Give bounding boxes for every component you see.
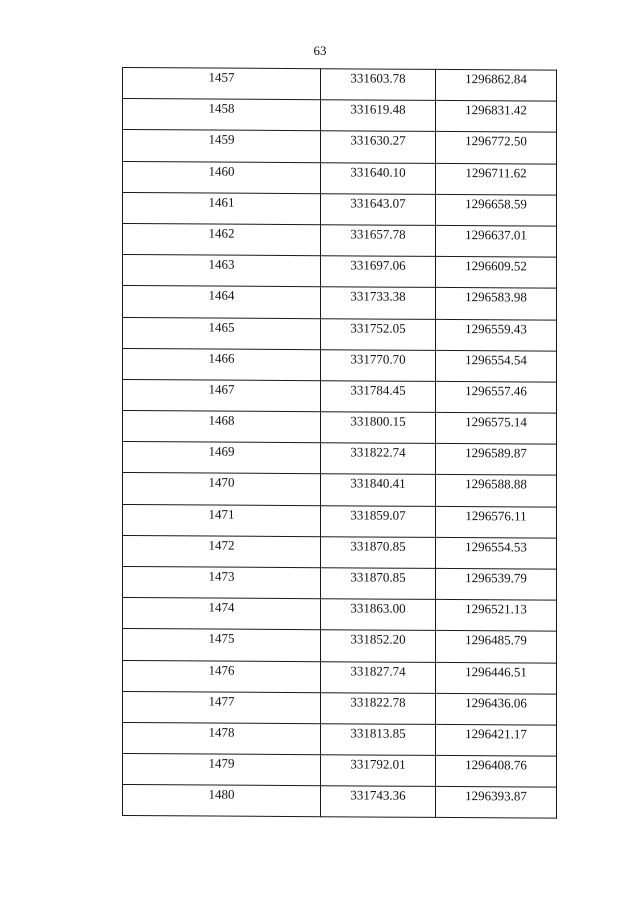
cell-text: 1471	[208, 506, 235, 522]
y-coordinate-cell	[436, 537, 557, 569]
cell-text: 1296559.43	[465, 320, 527, 336]
table-row	[123, 473, 557, 507]
y-coordinate-cell	[436, 350, 557, 382]
point-number-cell	[123, 785, 321, 817]
cell-text: 331792.01	[350, 756, 406, 772]
cell-text: 331770.70	[350, 351, 406, 367]
cell-text: 331630.27	[350, 132, 406, 149]
cell-text: 1474	[208, 599, 235, 615]
point-number-cell	[123, 223, 321, 255]
cell-text: 1296557.46	[465, 382, 527, 399]
x-coordinate-cell	[321, 412, 436, 444]
cell-text: 1296637.01	[465, 227, 527, 243]
table-row	[123, 442, 557, 476]
x-coordinate-cell	[321, 100, 436, 132]
cell-text: 1469	[208, 443, 235, 459]
cell-text: 1460	[208, 163, 235, 179]
cell-text: 1459	[208, 131, 235, 148]
y-coordinate-cell	[436, 69, 557, 101]
cell-text: 1464	[208, 287, 235, 303]
y-coordinate-cell	[436, 506, 557, 538]
cell-text: 331752.05	[350, 319, 406, 336]
cell-text: 331784.45	[350, 382, 406, 398]
cell-text: 1296589.87	[465, 445, 527, 461]
point-number-cell	[123, 442, 321, 474]
cell-text: 331657.78	[350, 226, 406, 242]
point-number-cell	[123, 255, 321, 287]
x-coordinate-cell	[321, 724, 436, 756]
cell-text: 1462	[208, 225, 235, 241]
point-number-cell	[123, 68, 321, 100]
cell-text: 331643.07	[350, 195, 406, 211]
x-coordinate-cell	[321, 381, 436, 413]
table-row	[123, 223, 557, 257]
table-row	[123, 286, 557, 320]
cell-text: 1296862.84	[465, 71, 527, 87]
y-coordinate-cell	[436, 225, 557, 257]
x-coordinate-cell	[321, 630, 436, 662]
page-number: 63	[313, 43, 327, 58]
x-coordinate-cell	[321, 692, 436, 724]
point-number-cell	[123, 535, 321, 567]
table-row	[123, 598, 557, 632]
y-coordinate-cell	[436, 787, 557, 819]
table-row	[123, 161, 557, 195]
point-number-cell	[123, 348, 321, 380]
cell-text: 1466	[208, 350, 235, 366]
table-row	[123, 192, 557, 226]
table-row	[123, 130, 557, 164]
cell-text: 1296583.98	[465, 289, 527, 305]
x-coordinate-cell	[321, 318, 436, 350]
y-coordinate-cell	[436, 475, 557, 507]
y-coordinate-cell	[436, 381, 557, 413]
y-coordinate-cell	[436, 132, 557, 164]
point-number-cell	[123, 379, 321, 411]
table-row	[123, 691, 557, 725]
cell-text: 331697.06	[350, 257, 406, 273]
point-number-cell	[123, 504, 321, 536]
cell-text: 331870.85	[350, 538, 406, 554]
point-number-cell	[123, 660, 321, 692]
point-number-cell	[123, 473, 321, 505]
cell-text: 331840.41	[350, 475, 406, 492]
point-number-cell	[123, 161, 321, 193]
cell-text: 1296772.50	[465, 133, 527, 149]
x-coordinate-cell	[321, 568, 436, 600]
cell-text: 1461	[208, 194, 235, 210]
y-coordinate-cell	[436, 101, 557, 133]
table-row	[123, 68, 557, 102]
table-row	[123, 317, 557, 351]
cell-text: 1475	[208, 630, 235, 647]
cell-text: 331863.00	[350, 600, 406, 616]
cell-text: 331603.78	[350, 70, 406, 86]
cell-text: 331859.07	[350, 507, 406, 523]
y-coordinate-cell	[436, 444, 557, 476]
x-coordinate-cell	[321, 69, 436, 101]
y-coordinate-cell	[436, 194, 557, 226]
table-row	[123, 567, 557, 601]
cell-text: 1296554.54	[465, 351, 527, 368]
x-coordinate-cell	[321, 505, 436, 537]
cell-text: 1479	[208, 755, 235, 771]
cell-text: 1296554.53	[465, 538, 527, 555]
y-coordinate-cell	[436, 288, 557, 320]
point-number-cell	[123, 722, 321, 754]
cell-text: 1296485.79	[465, 632, 527, 648]
point-number-cell	[123, 754, 321, 786]
x-coordinate-cell	[321, 256, 436, 288]
cell-text: 1296421.17	[465, 726, 527, 742]
table-row	[123, 411, 557, 445]
y-coordinate-cell	[436, 693, 557, 725]
coordinates-table	[122, 67, 557, 819]
table-body	[123, 68, 557, 819]
table-row	[123, 535, 557, 569]
table-row	[123, 785, 557, 819]
cell-text: 331733.38	[350, 288, 406, 305]
cell-text: 331813.85	[350, 725, 406, 741]
cell-text: 1476	[208, 662, 235, 678]
cell-text: 1296588.88	[465, 476, 527, 492]
cell-text: 331870.85	[350, 569, 406, 585]
cell-text: 1296575.14	[465, 414, 527, 430]
point-number-cell	[123, 130, 321, 162]
table-row	[123, 255, 557, 289]
y-coordinate-cell	[436, 257, 557, 289]
cell-text: 1296658.59	[465, 195, 527, 212]
point-number-cell	[123, 286, 321, 318]
cell-text: 1468	[208, 412, 235, 428]
cell-text: 1467	[208, 381, 235, 397]
cell-text: 1296576.11	[465, 507, 527, 524]
cell-text: 331852.20	[350, 631, 406, 648]
cell-text: 1478	[208, 724, 235, 740]
point-number-cell	[123, 598, 321, 630]
cell-text: 1296408.76	[465, 757, 527, 773]
cell-text: 331822.74	[350, 444, 406, 460]
cell-text: 1296521.13	[465, 601, 527, 617]
cell-text: 1296393.87	[465, 788, 527, 804]
x-coordinate-cell	[321, 755, 436, 787]
cell-text: 331827.74	[350, 662, 406, 679]
y-coordinate-cell	[436, 163, 557, 195]
point-number-cell	[123, 567, 321, 599]
cell-text: 1472	[208, 537, 235, 553]
point-number-cell	[123, 317, 321, 349]
y-coordinate-cell	[436, 412, 557, 444]
cell-text: 331640.10	[350, 163, 406, 180]
cell-text: 1296609.52	[465, 258, 527, 274]
x-coordinate-cell	[321, 599, 436, 631]
table-row	[123, 379, 557, 413]
y-coordinate-cell	[436, 319, 557, 351]
cell-text: 1463	[208, 256, 235, 272]
cell-text: 1296446.51	[465, 663, 527, 680]
x-coordinate-cell	[321, 349, 436, 381]
x-coordinate-cell	[321, 786, 436, 818]
point-number-cell	[123, 411, 321, 443]
x-coordinate-cell	[321, 162, 436, 194]
x-coordinate-cell	[321, 287, 436, 319]
x-coordinate-cell	[321, 661, 436, 693]
table-row	[123, 660, 557, 694]
cell-text: 1473	[208, 568, 235, 584]
x-coordinate-cell	[321, 474, 436, 506]
x-coordinate-cell	[321, 131, 436, 163]
cell-text: 331822.78	[350, 694, 406, 710]
cell-text: 331743.36	[350, 787, 406, 804]
table-row	[123, 348, 557, 382]
x-coordinate-cell	[321, 537, 436, 569]
cell-text: 331619.48	[350, 101, 406, 117]
table-row	[123, 99, 557, 133]
cell-text: 1477	[208, 693, 235, 709]
y-coordinate-cell	[436, 600, 557, 632]
cell-text: 331800.15	[350, 413, 406, 429]
cell-text: 1470	[208, 474, 235, 491]
point-number-cell	[123, 629, 321, 661]
table-row	[123, 754, 557, 788]
y-coordinate-cell	[436, 568, 557, 600]
table-row	[123, 722, 557, 756]
y-coordinate-cell	[436, 662, 557, 694]
cell-text: 1296831.42	[465, 102, 527, 118]
cell-text: 1296436.06	[465, 694, 527, 711]
y-coordinate-cell	[436, 631, 557, 663]
x-coordinate-cell	[321, 443, 436, 475]
cell-text: 1457	[208, 69, 235, 85]
point-number-cell	[123, 691, 321, 723]
cell-text: 1480	[208, 786, 235, 802]
y-coordinate-cell	[436, 724, 557, 756]
x-coordinate-cell	[321, 225, 436, 257]
x-coordinate-cell	[321, 193, 436, 225]
cell-text: 1296711.62	[465, 164, 527, 181]
cell-text: 1458	[208, 100, 235, 116]
table-row	[123, 629, 557, 663]
cell-text: 1296539.79	[465, 570, 527, 586]
point-number-cell	[123, 192, 321, 224]
table-row	[123, 504, 557, 538]
y-coordinate-cell	[436, 756, 557, 788]
point-number-cell	[123, 99, 321, 131]
cell-text: 1465	[208, 319, 235, 335]
